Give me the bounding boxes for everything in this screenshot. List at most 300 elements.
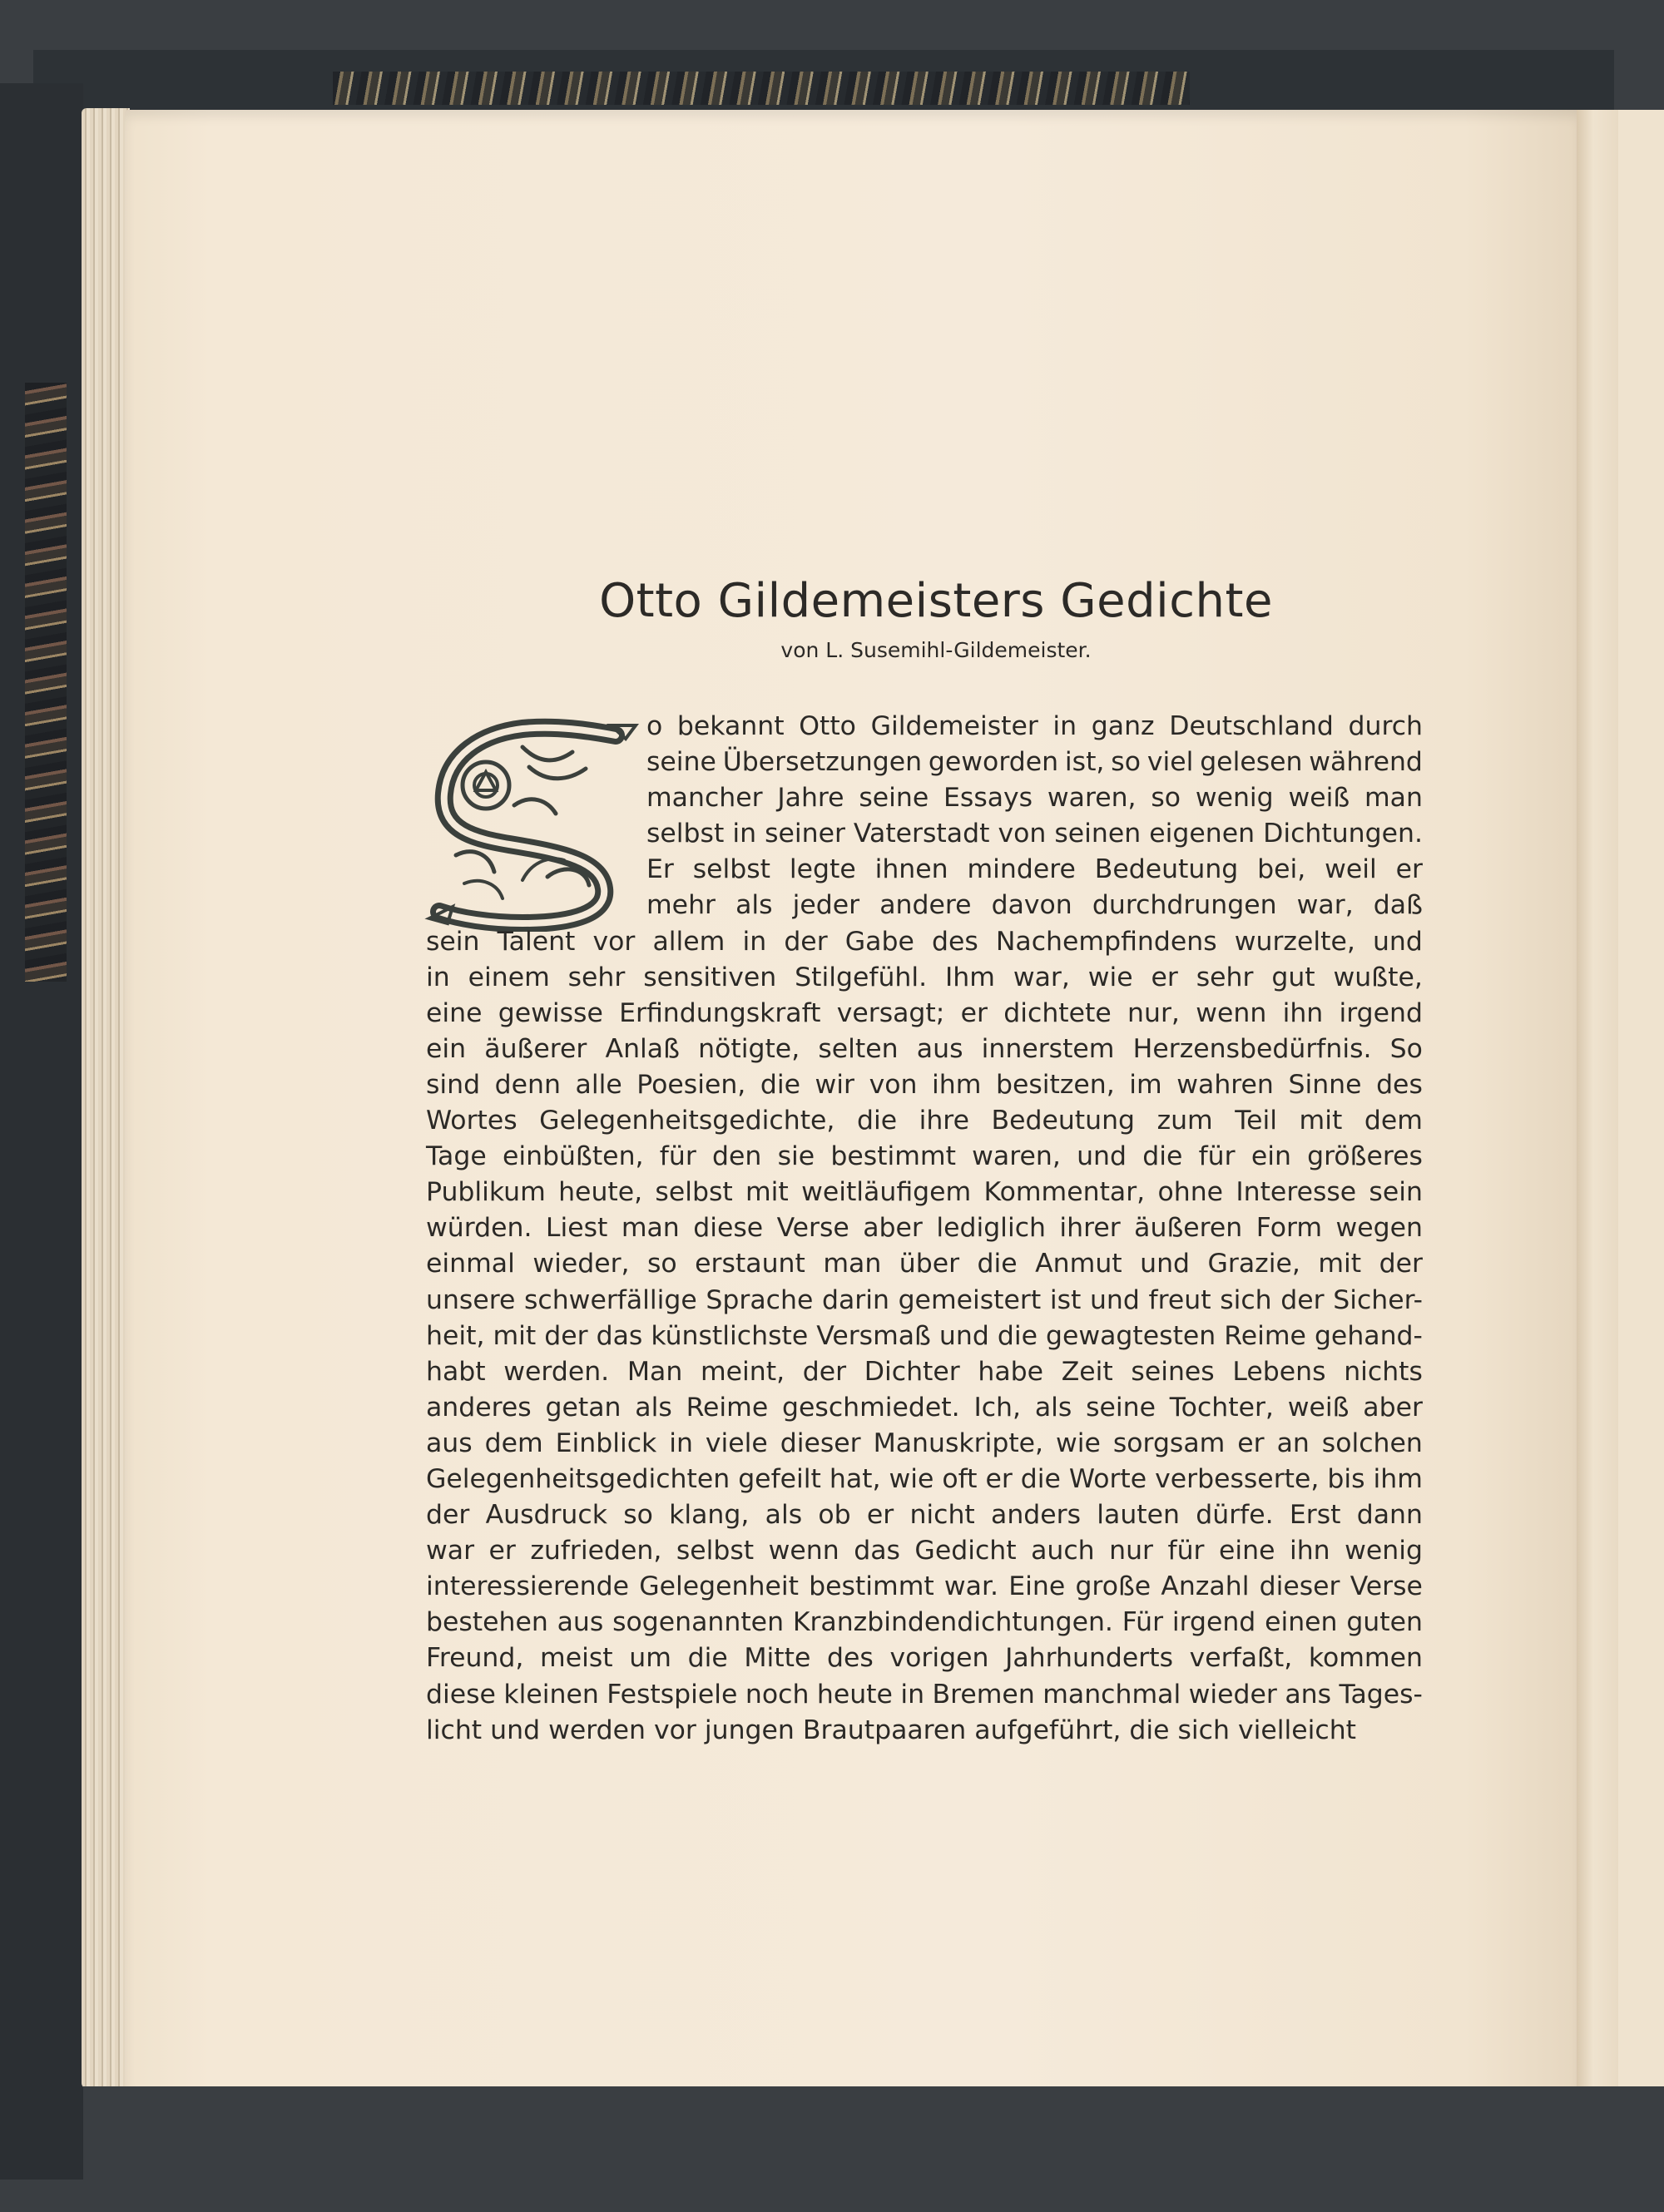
word: und: [938, 1320, 989, 1351]
page-gutter: [1577, 110, 1618, 2090]
word: schwerfällige: [523, 1284, 697, 1315]
word: wie: [1056, 1428, 1101, 1458]
word: Anmut: [1035, 1249, 1122, 1279]
word: künstlichste: [651, 1320, 809, 1351]
text-line: [646, 745, 1423, 780]
word: Talent: [497, 926, 576, 957]
word: die: [1020, 1463, 1061, 1494]
word: Manuskripte,: [873, 1428, 1044, 1458]
word: ist,: [1064, 747, 1105, 778]
word: in: [732, 819, 757, 849]
word: der: [1379, 1249, 1423, 1279]
word: viele: [705, 1428, 768, 1458]
word: eigenen: [1149, 819, 1255, 849]
word: lediglich: [936, 1213, 1046, 1244]
word: Liest: [545, 1213, 608, 1244]
word: als: [635, 1392, 672, 1423]
word: aus: [557, 1607, 604, 1638]
word: war.: [943, 1571, 999, 1602]
word: davon: [991, 890, 1072, 921]
word: Gabe: [844, 926, 914, 957]
word: Sprache: [706, 1284, 814, 1315]
word: man: [1364, 783, 1423, 814]
word: für: [1167, 1536, 1205, 1566]
word: sie: [777, 1141, 815, 1172]
word: Gelegenheitsgedichten: [426, 1463, 730, 1494]
text-line: [426, 1032, 1423, 1067]
word: von: [998, 819, 1047, 849]
word: die: [997, 1320, 1038, 1351]
word: wurzelte,: [1234, 926, 1355, 957]
word: Mitte: [744, 1643, 811, 1674]
word: allem: [652, 926, 726, 957]
word: auch: [1031, 1536, 1095, 1566]
word: Otto: [799, 711, 856, 741]
word: wieder,: [532, 1249, 630, 1279]
article-title: Otto Gildemeisters Gedichte: [599, 574, 1273, 628]
word: erstaunt: [695, 1249, 805, 1279]
word: hat,: [829, 1463, 881, 1494]
word: kommen: [1308, 1643, 1423, 1674]
word: Bremen: [932, 1679, 1035, 1710]
word: Stilgefühl.: [795, 962, 928, 992]
word: sehr: [1196, 962, 1254, 992]
word: würden.: [426, 1213, 532, 1244]
word: wie: [889, 1463, 934, 1494]
word: mancher: [646, 783, 763, 814]
word: ist: [1049, 1284, 1082, 1315]
word: wenn: [768, 1536, 839, 1566]
word: nur: [1109, 1536, 1154, 1566]
text-line: [426, 1533, 1423, 1569]
text-line: [426, 1497, 1423, 1533]
word: weitläufigem: [801, 1177, 972, 1208]
word: Bedeutung: [1094, 854, 1239, 885]
word: Bedeutung: [991, 1106, 1136, 1136]
word: er: [1395, 854, 1423, 885]
word: so: [1111, 747, 1141, 778]
word: er: [488, 1536, 516, 1566]
word: Reime: [1224, 1320, 1306, 1351]
word: Einblick: [555, 1428, 657, 1458]
word: ihre: [919, 1106, 969, 1136]
word: selbst: [692, 854, 771, 885]
word: er: [866, 1500, 894, 1531]
word: verfaßt,: [1189, 1643, 1293, 1674]
word: war,: [1013, 962, 1070, 992]
word: gemeistert: [898, 1284, 1042, 1315]
word: Versmaß: [816, 1320, 931, 1351]
text-line: [426, 1139, 1423, 1175]
text-line: [426, 1103, 1423, 1139]
word: ein: [426, 1033, 467, 1064]
word: so: [623, 1500, 653, 1531]
word: in: [669, 1428, 693, 1458]
word: war,: [1296, 890, 1354, 921]
word: solchen: [1321, 1428, 1423, 1458]
text-line: [646, 852, 1423, 888]
word: die: [687, 1643, 728, 1674]
word: dieser: [780, 1428, 861, 1458]
word: in: [1052, 711, 1077, 741]
word: o: [646, 711, 663, 741]
word: man: [621, 1213, 680, 1244]
word: Tage: [426, 1141, 487, 1172]
word: verbesserte,: [1155, 1463, 1320, 1494]
word: ihm: [932, 1069, 982, 1100]
word: des: [931, 926, 978, 957]
word: irgend: [1339, 997, 1423, 1028]
word: für: [659, 1141, 696, 1172]
word: ihn: [1282, 997, 1324, 1028]
text-line: [426, 1605, 1423, 1640]
word: bis: [1327, 1463, 1365, 1494]
word: alle: [575, 1069, 622, 1100]
article-byline: von L. Susemihl-Gildemeister.: [780, 638, 1092, 662]
text-line: [426, 1246, 1423, 1282]
word: darin: [821, 1284, 889, 1315]
word: einen: [1265, 1607, 1338, 1638]
word: anders: [991, 1500, 1082, 1531]
word: man: [823, 1249, 882, 1279]
word: der: [426, 1500, 470, 1531]
word: und: [1077, 1141, 1127, 1172]
word: Dichter: [864, 1356, 960, 1387]
word: in: [426, 962, 450, 992]
word: Verse: [776, 1213, 849, 1244]
word: dürfe.: [1196, 1500, 1274, 1531]
text-line: [426, 1390, 1423, 1426]
word: eine: [426, 997, 483, 1028]
word: ans: [1285, 1679, 1331, 1710]
word: als: [765, 1500, 803, 1531]
text-line: [426, 1426, 1423, 1462]
word: der: [544, 1320, 588, 1351]
word: meist: [540, 1643, 613, 1674]
text-line: [426, 1319, 1423, 1354]
word: gelesen: [1200, 747, 1303, 778]
word: aus: [916, 1033, 963, 1064]
text-line: [426, 924, 1423, 960]
word: gewagtesten: [1045, 1320, 1216, 1351]
text-line: [426, 1175, 1423, 1210]
word: seiner: [765, 819, 845, 849]
word: das: [596, 1320, 643, 1351]
word: werden.: [503, 1356, 610, 1387]
word: gehand-: [1314, 1320, 1423, 1351]
word: kleinen: [503, 1679, 599, 1710]
word: Kommentar,: [983, 1177, 1146, 1208]
word: die: [977, 1249, 1018, 1279]
word: sensitiven: [643, 962, 777, 992]
word: mit: [1318, 1249, 1362, 1279]
word: Reime: [686, 1392, 769, 1423]
word: Nachempfindens: [995, 926, 1217, 957]
word: er: [1151, 962, 1178, 992]
word: sorgsam: [1112, 1428, 1226, 1458]
word: innerstem: [981, 1033, 1115, 1064]
word: Gedicht: [914, 1536, 1017, 1566]
background-bottom: [83, 2086, 1664, 2212]
word: gefeilt: [738, 1463, 821, 1494]
text-line: [426, 1354, 1423, 1390]
word: Jahrhunderts: [1005, 1643, 1173, 1674]
word: und: [1089, 1284, 1140, 1315]
word: mit: [1299, 1106, 1343, 1136]
word: sogenannten: [612, 1607, 785, 1638]
word: bei,: [1257, 854, 1306, 885]
word: aus: [426, 1428, 473, 1458]
word: große: [1075, 1571, 1151, 1602]
word: wahren: [1176, 1069, 1274, 1100]
word: bestimmt: [830, 1141, 956, 1172]
word: getan: [545, 1392, 622, 1423]
word: nur,: [1127, 997, 1180, 1028]
word: Eine: [1008, 1571, 1066, 1602]
word: lauten: [1097, 1500, 1180, 1531]
word: manchmal: [1042, 1679, 1181, 1710]
word: sich: [1220, 1284, 1272, 1315]
word: Gelegenheit: [639, 1571, 799, 1602]
word: Tages-: [1339, 1679, 1423, 1710]
word: seinen: [1054, 819, 1142, 849]
text-line: [426, 1283, 1423, 1319]
word: zufrieden,: [530, 1536, 662, 1566]
word: die: [856, 1106, 898, 1136]
word: aber: [1363, 1392, 1423, 1423]
word: mindere: [967, 854, 1076, 885]
word: der: [802, 1356, 847, 1387]
word: zum: [1156, 1106, 1213, 1136]
text-line: [426, 996, 1423, 1032]
word: sein: [1369, 1177, 1423, 1208]
word: heute,: [558, 1177, 643, 1208]
word: während: [1309, 747, 1423, 778]
word: Sinne: [1288, 1069, 1362, 1100]
word: Zeit: [1061, 1356, 1113, 1387]
page-edges: [82, 108, 130, 2088]
word: dem: [484, 1428, 543, 1458]
word: Wortes: [426, 1106, 518, 1136]
word: vorigen: [889, 1643, 989, 1674]
word: sein: [426, 926, 480, 957]
word: dieser: [1259, 1571, 1340, 1602]
word: selbst: [646, 819, 725, 849]
word: irgend: [1171, 1607, 1256, 1638]
word: wir: [815, 1069, 855, 1100]
word: seine: [1086, 1392, 1156, 1423]
word: Übersetzungen: [722, 747, 923, 778]
word: andere: [879, 890, 972, 921]
word: ein: [1250, 1141, 1291, 1172]
word: Tochter,: [1169, 1392, 1274, 1423]
word: wegen: [1335, 1213, 1423, 1244]
word: weiß: [1287, 1392, 1350, 1423]
word: vor: [592, 926, 636, 957]
marbled-endpaper-left: [25, 383, 67, 982]
word: ihm: [1373, 1463, 1423, 1494]
word: gut: [1271, 962, 1315, 992]
word: und: [1140, 1249, 1191, 1279]
text-line: [426, 1677, 1423, 1713]
word: Vaterstadt: [853, 819, 990, 849]
word: interessierende: [426, 1571, 630, 1602]
word: dem: [1364, 1106, 1423, 1136]
word: meint,: [700, 1356, 785, 1387]
word: wenn: [1196, 997, 1267, 1028]
word: ob: [818, 1500, 851, 1531]
word: wenig: [1195, 783, 1274, 814]
word: so: [1151, 783, 1181, 814]
word: einem: [468, 962, 550, 992]
word: so: [647, 1249, 677, 1279]
word: Ihm: [945, 962, 995, 992]
word: im: [1129, 1069, 1162, 1100]
word: wußte,: [1333, 962, 1423, 992]
word: Teil: [1235, 1106, 1278, 1136]
word: nichts: [1344, 1356, 1423, 1387]
word: guten: [1346, 1607, 1423, 1638]
word: diese: [693, 1213, 764, 1244]
word: Lebens: [1232, 1356, 1326, 1387]
word: habe: [978, 1356, 1044, 1387]
word: als: [1034, 1392, 1072, 1423]
word: waren,: [972, 1141, 1061, 1172]
word: geworden: [928, 747, 1059, 778]
word: bekannt: [676, 711, 785, 741]
word: größeres: [1307, 1141, 1423, 1172]
word: Gildemeister: [870, 711, 1038, 741]
word: waren,: [1047, 783, 1137, 814]
word: Jahre: [777, 783, 844, 814]
text-line: [426, 1210, 1423, 1246]
word: wieder: [1188, 1679, 1277, 1710]
word: eine: [1219, 1536, 1275, 1566]
word: Dichtungen.: [1263, 819, 1423, 849]
word: diese: [426, 1679, 496, 1710]
word: legte: [789, 854, 856, 885]
word: von: [869, 1069, 918, 1100]
word: Deutschland: [1169, 711, 1334, 741]
word: einbüßten,: [502, 1141, 644, 1172]
word: ganz: [1091, 711, 1155, 741]
word: die: [1142, 1141, 1183, 1172]
word: wenig: [1345, 1536, 1423, 1566]
word: heit,: [426, 1320, 485, 1351]
word: Publikum: [426, 1177, 546, 1208]
word: noch: [745, 1679, 810, 1710]
word: Man: [626, 1356, 683, 1387]
word: sehr: [567, 962, 626, 992]
word: freut: [1148, 1284, 1211, 1315]
word: aber: [863, 1213, 923, 1244]
word: wie: [1087, 962, 1133, 992]
word: Ausdruck: [485, 1500, 607, 1531]
text-line: [426, 1569, 1423, 1605]
word: Verse: [1350, 1571, 1423, 1602]
text-line: [426, 960, 1423, 996]
word: dichtete: [1003, 997, 1112, 1028]
word: Herzensbedürfnis.: [1132, 1033, 1372, 1064]
word: über: [899, 1249, 960, 1279]
word: sind: [426, 1069, 481, 1100]
text-line: [646, 709, 1423, 745]
word: ihn: [1289, 1536, 1330, 1566]
word: äußeren: [1134, 1213, 1243, 1244]
word: mit: [493, 1320, 537, 1351]
word: jeder: [792, 890, 860, 921]
word: durchdrungen: [1092, 890, 1277, 921]
text-line: licht und werden vor jungen Brautpaaren aufgeführt, die sich vielleicht: [426, 1715, 1357, 1745]
word: ihnen: [874, 854, 948, 885]
text-line: [646, 780, 1423, 816]
word: mehr: [646, 890, 716, 921]
word: gewisse: [498, 997, 603, 1028]
word: der: [784, 926, 828, 957]
word: Anzahl: [1161, 1571, 1250, 1602]
word: in: [742, 926, 767, 957]
word: Poesien,: [636, 1069, 746, 1100]
word: des: [1376, 1069, 1423, 1100]
word: er: [960, 997, 988, 1028]
text-line: [426, 1640, 1423, 1676]
word: in: [900, 1679, 925, 1710]
word: selten: [818, 1033, 899, 1064]
word: besitzen,: [995, 1069, 1115, 1100]
word: Festspiele: [607, 1679, 738, 1710]
word: dann: [1356, 1500, 1423, 1531]
word: Er: [646, 854, 674, 885]
text-line: [426, 1067, 1423, 1103]
word: Sicher-: [1333, 1284, 1423, 1315]
word: daß: [1373, 890, 1423, 921]
marbled-endpaper-top: [333, 72, 1190, 105]
word: er: [985, 1463, 1013, 1494]
word: den: [712, 1141, 762, 1172]
word: und: [1372, 926, 1423, 957]
word: Essays: [943, 783, 1033, 814]
word: mit: [745, 1177, 789, 1208]
word: Grazie,: [1207, 1249, 1300, 1279]
word: das: [854, 1536, 900, 1566]
word: selbst: [655, 1177, 733, 1208]
word: unsere: [426, 1284, 516, 1315]
word: nicht: [909, 1500, 975, 1531]
text-line: [646, 816, 1423, 852]
text-line: [646, 888, 1423, 923]
word: geschmiedet.: [782, 1392, 960, 1423]
word: die: [760, 1069, 800, 1100]
word: Freund,: [426, 1643, 524, 1674]
word: er: [1237, 1428, 1265, 1458]
word: Gelegenheitsgedichte,: [539, 1106, 835, 1136]
word: selbst: [676, 1536, 755, 1566]
word: Interesse: [1236, 1177, 1357, 1208]
word: Anlaß: [605, 1033, 680, 1064]
word: bestimmt: [809, 1571, 934, 1602]
word: weil: [1325, 854, 1377, 885]
word: um: [629, 1643, 671, 1674]
word: seines: [1131, 1356, 1215, 1387]
word: des: [827, 1643, 874, 1674]
word: anderes: [426, 1392, 532, 1423]
word: seine: [646, 747, 716, 778]
word: der: [1280, 1284, 1325, 1315]
word: Erfindungskraft: [619, 997, 821, 1028]
word: bestehen: [426, 1607, 548, 1638]
word: heute: [816, 1679, 893, 1710]
word: versagt;: [836, 997, 945, 1028]
